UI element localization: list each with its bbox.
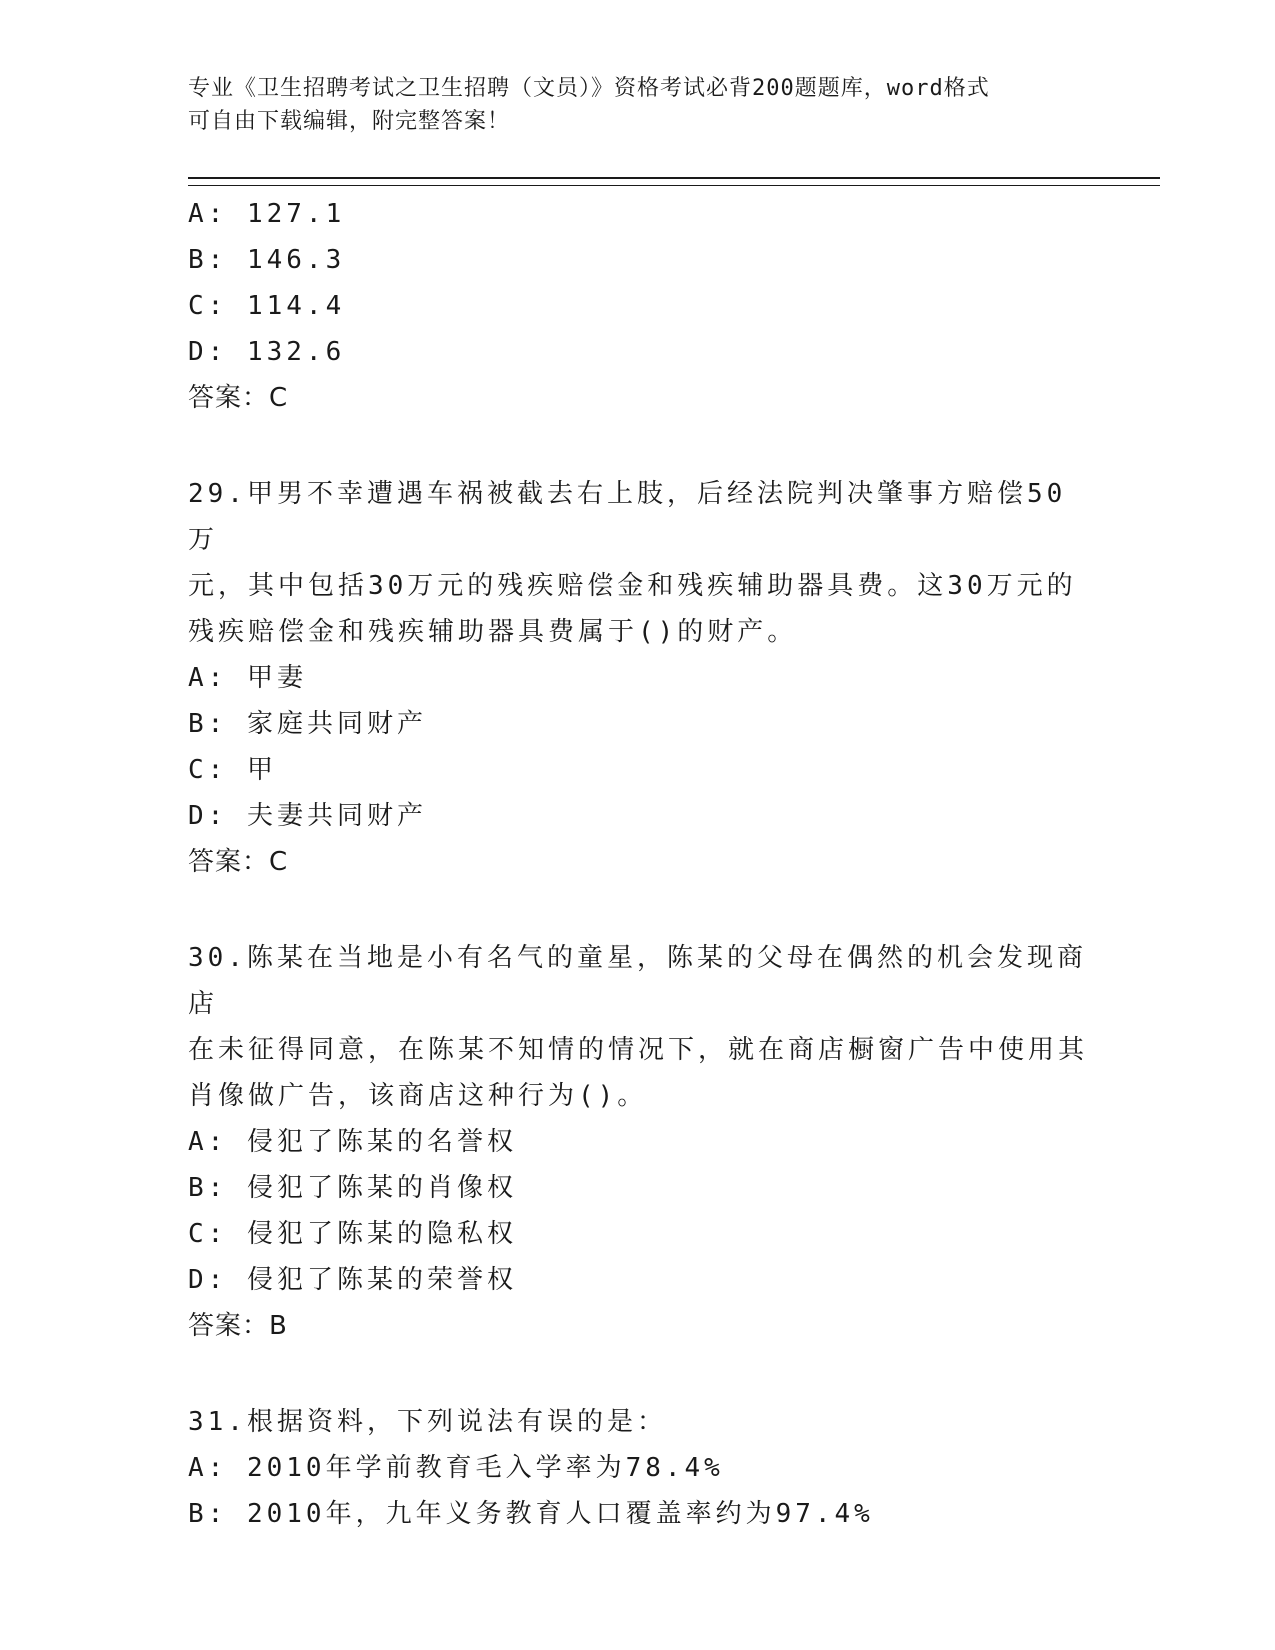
option-c: C: 甲 — [188, 755, 277, 785]
option-a: A: 127.1 — [188, 199, 346, 229]
question-text-line: 在未征得同意，在陈某不知情的情况下，就在商店橱窗广告中使用其 — [188, 1035, 1089, 1065]
header-line-2: 可自由下载编辑，附完整答案！ — [188, 109, 511, 134]
answer: 答案：B — [188, 1311, 288, 1341]
question-text-line: 肖像做广告，该商店这种行为()。 — [188, 1081, 648, 1111]
question-text-line: 30.陈某在当地是小有名气的童星，陈某的父母在偶然的机会发现商店 — [188, 943, 1087, 1019]
option-a: A: 2010年学前教育毛入学率为78.4% — [188, 1453, 724, 1483]
question-31 — [188, 1399, 1088, 1537]
answer: 答案：C — [188, 847, 289, 877]
option-b: B: 家庭共同财产 — [188, 709, 427, 739]
header-divider — [188, 177, 1160, 186]
option-a: A: 甲妻 — [188, 663, 307, 693]
option-d: D: 侵犯了陈某的荣誉权 — [188, 1265, 517, 1295]
option-c: C: 114.4 — [188, 291, 346, 321]
question-text-line: 残疾赔偿金和残疾辅助器具费属于()的财产。 — [188, 617, 798, 647]
option-c: C: 侵犯了陈某的隐私权 — [188, 1219, 517, 1249]
question-text-line: 元，其中包括30万元的残疾赔偿金和残疾辅助器具费。这30万元的 — [188, 571, 1077, 601]
question-text-line: 31.根据资料，下列说法有误的是： — [188, 1407, 667, 1437]
question-list — [188, 191, 1088, 1537]
option-b: B: 146.3 — [188, 245, 346, 275]
option-d: D: 夫妻共同财产 — [188, 801, 427, 831]
question-28 — [188, 191, 1088, 421]
document-header — [188, 72, 1088, 138]
question-text-line: 29.甲男不幸遭遇车祸被截去右上肢，后经法院判决肇事方赔偿50万 — [188, 479, 1067, 555]
option-b: B: 2010年，九年义务教育人口覆盖率约为97.4% — [188, 1499, 874, 1529]
header-line-1: 专业《卫生招聘考试之卫生招聘（文员）》资格考试必背200题题库，word格式 — [188, 76, 990, 101]
question-29 — [188, 471, 1088, 885]
answer: 答案：C — [188, 383, 289, 413]
option-b: B: 侵犯了陈某的肖像权 — [188, 1173, 517, 1203]
option-a: A: 侵犯了陈某的名誉权 — [188, 1127, 517, 1157]
question-30 — [188, 935, 1088, 1349]
option-d: D: 132.6 — [188, 337, 346, 367]
